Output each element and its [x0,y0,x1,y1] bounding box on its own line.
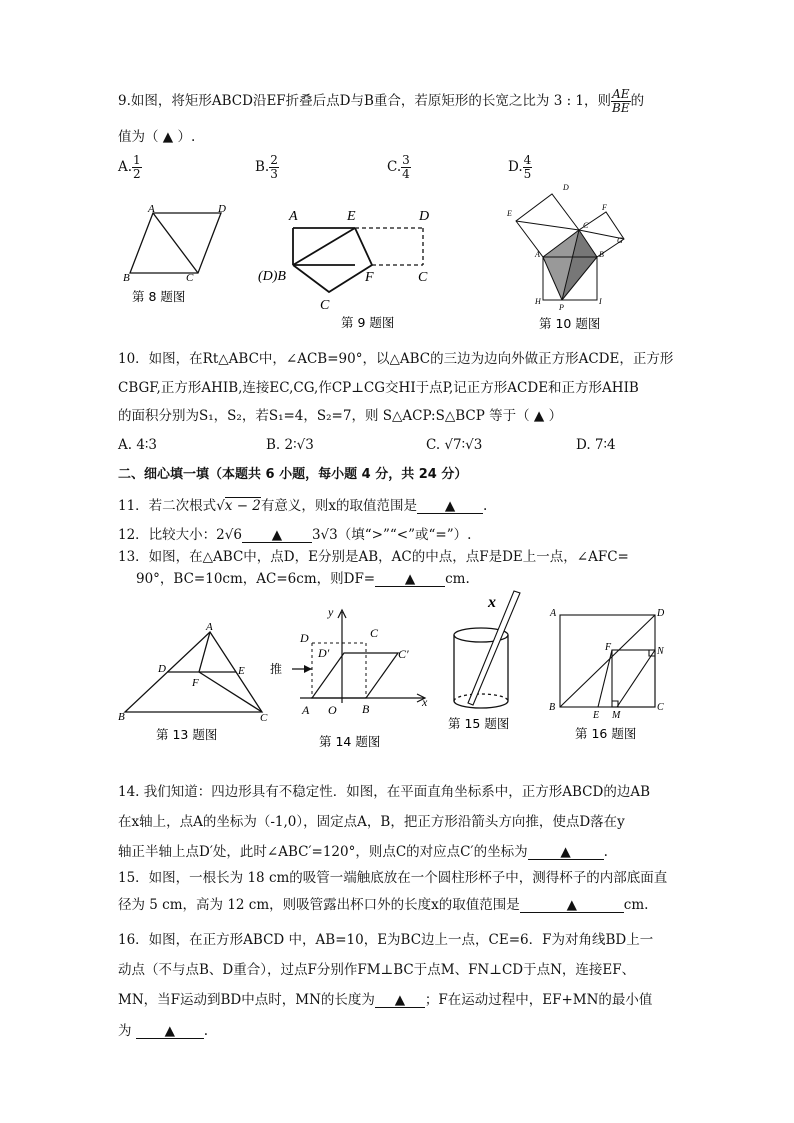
q9-option-b: B. $\frac{2}{3}$ [255,153,278,181]
fig8-label-d: D [218,203,226,215]
q11-radical: √x − 2 [216,498,261,514]
fig14-label-d: D [300,631,309,645]
fig13-label-c: C [260,712,268,724]
fig13-label-e: E [238,665,245,677]
fig14-label-o: O [328,703,337,717]
fig16-caption: 第 16 题图 [575,726,637,741]
fig16-label-a: A [550,608,557,619]
fig14-label-d-prime: D′ [318,646,330,660]
fig10-label-d: D [563,183,569,192]
q9-option-d: D. $\frac{4}{5}$ [508,153,532,181]
q10-option-a: A. 4∶3 [118,437,158,453]
section2-title: 二、细心填一填（本题共 6 小题，每小题 4 分，共 24 分） [118,467,468,482]
figure-8 [110,200,250,310]
q10-line3: 的面积分别为S₁，S₂，若S₁=4，S₂=7，则 S△ACP:S△BCP 等于（ ▲ ） [118,408,563,424]
fig10-label-e: E [507,209,512,218]
q14-blank: ▲ [528,845,604,860]
q10-option-c: C. √7∶√3 [426,437,483,453]
fig14-label-b: B [362,702,370,716]
fig10-label-c: C [583,221,589,230]
fig15-label-x: x [488,594,496,611]
q16-blank1: ▲ [375,993,425,1008]
fig10-label-p: P [559,303,564,312]
q13-blank: ▲ [375,572,445,587]
fig13-label-b: B [118,711,125,723]
fig16-label-c: C [657,702,664,713]
fig8-label-c: C [186,272,194,284]
fig14-label-a: A [302,703,310,717]
q16-blank2: ▲ [136,1024,204,1039]
q14-line2: 在x轴上，点A的坐标为（-1,0），固定点A，B，把正方形沿箭头方向推，使点D落在y [118,814,625,830]
fig10-label-f: F [602,203,607,212]
q10-line1: 10．如图，在Rt△ABC中，∠ACB=90°，以△ABC的三边为边向外做正方形ACDE，正方形 [118,351,674,367]
q14-line3: 轴正半轴上点D′处，此时∠ABC′=120°，则点C的对应点C′的坐标为 ▲ . [118,844,608,860]
fig14-label-x: x [422,695,428,709]
q13-line1: 13．如图，在△ABC中，点D，E分别是AB，AC的中点，点F是DE上一点，∠AFC= [118,549,629,565]
q16-line4: 为 ▲ . [118,1023,209,1039]
q10-option-d: D. 7∶4 [576,437,616,453]
fig16-label-b: B [549,702,556,713]
q15-line2: 径为 5 cm，高为 12 cm，则吸管露出杯口外的长度x的取值范围是 ▲ cm. [118,897,649,913]
fig13-label-d: D [158,663,166,675]
fig14-label-c-prime: C′ [398,647,409,661]
fig9-label-e: E [347,209,356,224]
fig16-label-e: E [593,710,600,721]
q9-line2: 值为（ ▲ ）. [118,129,196,145]
fig13-label-f: F [192,677,199,689]
fig8-diagonal [153,213,198,273]
q12: 12．比较大小：2√6 ▲ 3√3（填“>”“<”或“=”）. [118,527,472,543]
fig14-label-c: C [370,626,379,640]
figure-13 [112,620,277,750]
fig10-caption: 第 10 题图 [539,316,601,331]
figure-15 [440,588,540,736]
fig9-label-c: C [320,298,330,313]
fig8-label-b: B [123,272,130,284]
fig8-label-a: A [148,203,155,215]
fig13-caption: 第 13 题图 [156,727,218,742]
figure-14 [262,600,437,755]
fig13-label-a: A [206,621,213,633]
fig16-label-f: F [605,642,612,653]
fig16-label-n: N [657,646,664,657]
fig16-label-d: D [657,608,665,619]
figure-16 [545,600,675,748]
q11: 11．若二次根式√x − 2有意义，则x的取值范围是 ▲ . [118,498,488,514]
fig16-label-m: M [612,710,621,721]
fig9-label-c2: C [418,270,428,285]
q15-line1: 15．如图，一根长为 18 cm的吸管一端触底放在一个圆柱形杯子中，测得杯子的内部底面直 [118,870,668,886]
q12-blank: ▲ [242,528,312,543]
fig10-label-h: H [535,297,541,306]
q16-line2: 动点（不与点B、D重合），过点F分别作FM⊥BC于点M、FN⊥CD于点N，连接EF、 [118,962,636,978]
fig14-label-push: 推 [270,662,283,676]
fig9-caption: 第 9 题图 [341,315,395,330]
fig9-label-db: (D)B [258,269,286,284]
fig14-caption: 第 14 题图 [319,734,381,749]
fig9-label-d: D [419,209,430,224]
q9-fraction: $\frac{AE}{BE}$ [612,87,630,115]
q13-line2: 90°，BC=10cm，AC=6cm，则DF= ▲ cm. [136,571,470,587]
q10-option-b: B. 2∶√3 [266,437,314,453]
q9-option-c: C. $\frac{3}{4}$ [387,153,410,181]
figure-9 [255,200,445,335]
figure-10 [505,180,645,335]
fig9-label-a: A [289,209,298,224]
q16-line3: MN，当F运动到BD中点时，MN的长度为 ▲ ；F在运动过程中，EF+MN的最小值 [118,992,653,1008]
q10-line2: CBGF,正方形AHIB,连接EC,CG,作CP⊥CG交HI于点P,记正方形ACDE和正方形AHIB [118,380,639,396]
q16-line1: 16．如图，在正方形ABCD 中，AB=10，E为BC边上一点，CE=6．F为对角线BD上一 [118,932,654,948]
q14-line1: 14. 我们知道：四边形具有不稳定性．如图，在平面直角坐标系中，正方形ABCD的边AB [118,784,651,800]
fig10-label-g: G [617,236,623,245]
fig10-label-i: I [599,297,602,306]
q9-line1: 9.如图，将矩形ABCD沿EF折叠后点D与B重合，若原矩形的长宽之比为 3 : 1，则 $\frac{AE}{BE}$ 的 [118,87,645,115]
fig15-caption: 第 15 题图 [448,716,510,731]
q11-blank: ▲ [417,499,483,514]
q15-blank: ▲ [520,898,624,913]
fig14-label-y: y [328,605,334,619]
fig10-label-b: B [599,250,604,259]
fig8-caption: 第 8 题图 [132,289,186,304]
fig10-label-a: A [535,250,540,259]
q9-option-a: A. $\frac{1}{2}$ [118,153,141,181]
fig9-label-f: F [365,270,374,285]
